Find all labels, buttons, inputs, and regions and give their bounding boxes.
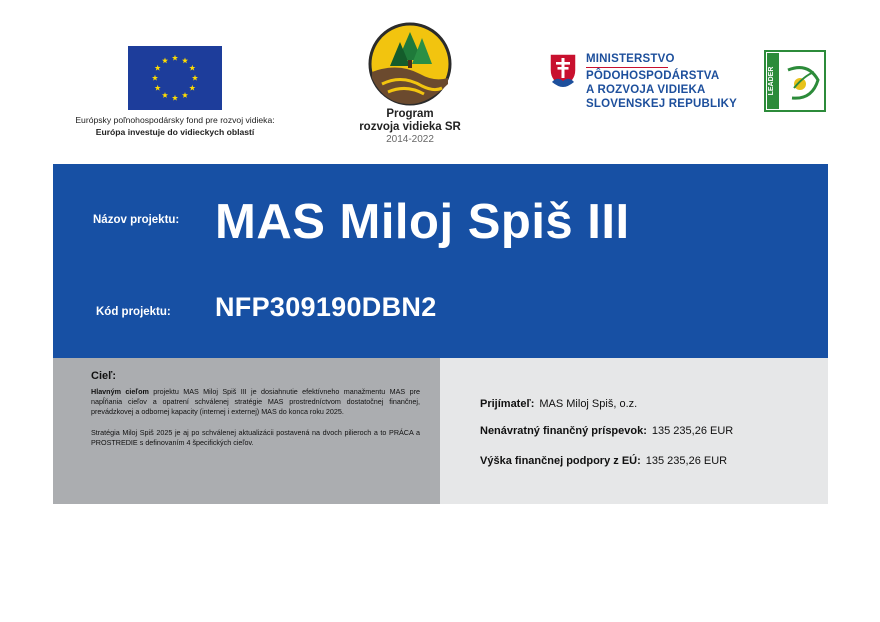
svg-text:LEADER: LEADER xyxy=(768,66,775,96)
program-emblem-icon xyxy=(368,22,452,106)
grant-label: Nenávratný finančný príspevok: xyxy=(480,425,647,437)
goal-panel xyxy=(53,358,440,504)
slovak-coat-of-arms-icon xyxy=(548,52,578,88)
goal-paragraph-1 xyxy=(91,387,420,418)
ministry-name xyxy=(586,52,737,111)
funding-info-panel xyxy=(440,358,828,504)
program-period: 2014-2022 xyxy=(386,134,434,145)
recipient-row xyxy=(480,398,637,410)
ministry-line3: A ROZVOJA VIDIEKA xyxy=(586,84,706,96)
recipient-value: MAS Miloj Spiš, o.z. xyxy=(539,398,638,410)
leader-logo-icon xyxy=(764,50,826,112)
project-code: NFP309190DBN2 xyxy=(215,292,437,322)
ministry-line1: MINISTERSTVO xyxy=(586,52,668,68)
eu-caption-line2: Európa investuje do vidieckych oblastí xyxy=(95,127,255,137)
eu-caption xyxy=(44,114,306,138)
eu-support-value: 135 235,26 EUR xyxy=(645,455,728,467)
goal-title: Cieľ: xyxy=(91,370,117,382)
eu-support-label: Výška finančnej podpory z EÚ: xyxy=(480,455,641,467)
grant-value: 135 235,26 EUR xyxy=(651,425,734,437)
project-banner xyxy=(53,164,828,358)
ministry-logo-block xyxy=(548,52,748,112)
project-name-label: Názov projektu: xyxy=(93,214,180,226)
program-title-line1: Program xyxy=(386,108,434,120)
eu-caption-line1: Európsky poľnohospodársky fond pre rozvoj vidieka: xyxy=(75,115,275,125)
grant-row xyxy=(480,425,733,437)
project-name: MAS Miloj Spiš III xyxy=(215,195,630,249)
eu-flag-icon xyxy=(128,46,222,110)
goal-p1-text: projektu MAS Miloj Spiš III je dosiahnutie efektívneho manažmentu MAS pre napĺňania cieľov a opatrení schválenej stratégie MAS prostredníctvom dostatočnej finančnej, prevádzkovej a odbornej kapacity (internej i externej) MAS do konca roku 2025. xyxy=(91,387,420,417)
project-code-label: Kód projektu: xyxy=(96,306,171,318)
recipient-label: Prijímateľ: xyxy=(480,398,535,410)
ministry-line2: PÔDOHOSPODÁRSTVA xyxy=(586,70,720,82)
goal-paragraph-2: Stratégia Miloj Spiš 2025 je aj po schválenej aktualizácii postavená na dvoch pilieroch a to PRÁCA a PROSTREDIE s definovaním 4 špecifických cieľov. xyxy=(91,427,420,447)
program-logo-block xyxy=(340,22,480,146)
goal-p1-strong: Hlavným cieľom xyxy=(91,387,149,396)
eu-support-row xyxy=(480,455,727,467)
ministry-line4: SLOVENSKEJ REPUBLIKY xyxy=(586,98,737,110)
program-title-line2: rozvoja vidieka SR xyxy=(359,121,461,133)
eu-logo-block xyxy=(44,46,306,138)
